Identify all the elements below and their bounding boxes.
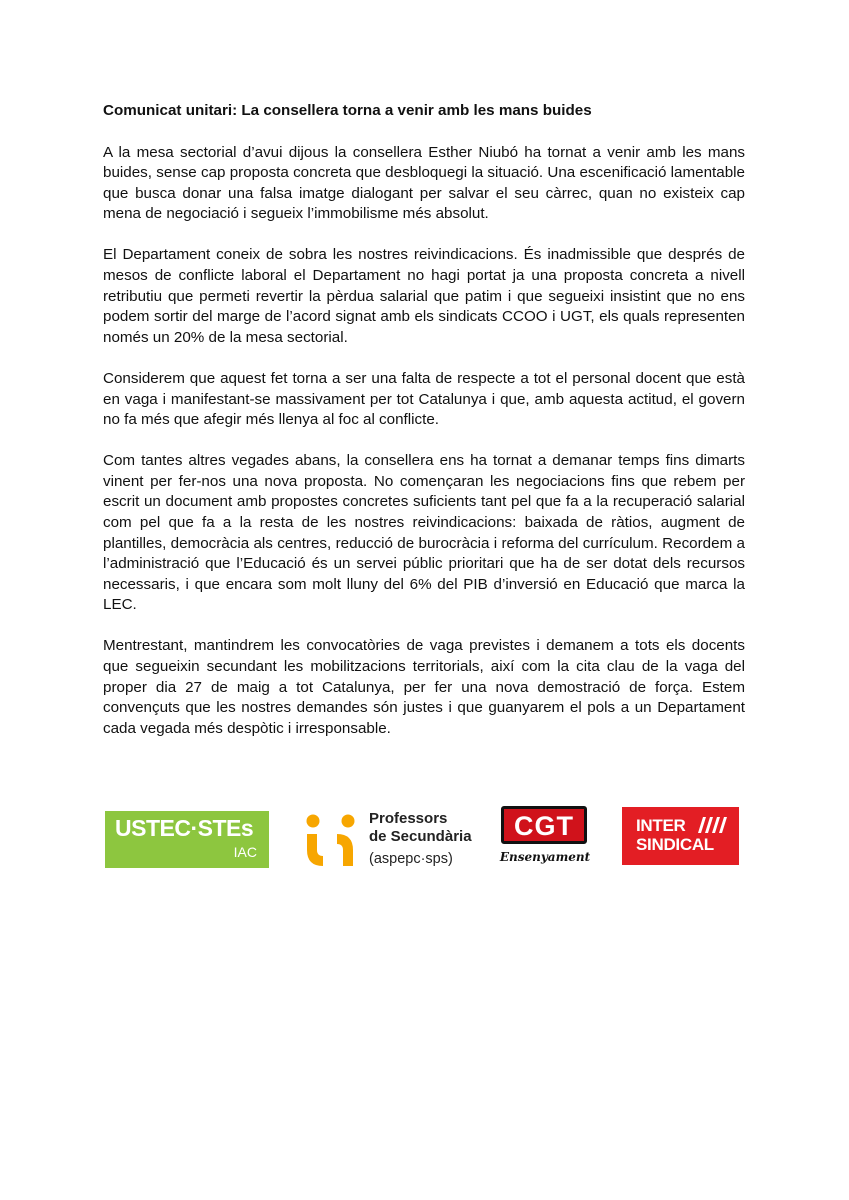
cgt-ensenyament-logo (498, 804, 592, 874)
paragraph-5: Mentrestant, mantindrem les convocatòries de vaga previstes i demanem a tots els docents que segueixin secundant les mobilitzacions territorials, així com la cita clau de la vaga del proper dia 27 de maig a tot Catalunya, per fer una nova demostració de força. Estem convençuts que les nostres demandes són justes i que guanyarem el pols a un Departament cada vegada més despòtic i irresponsable. (103, 637, 745, 737)
professors-secundaria-logo (303, 808, 483, 870)
professors-logo-line3: (aspepc·sps) (369, 851, 453, 867)
intersindical-logo (622, 807, 739, 865)
intersindical-logo-line1: INTER (636, 816, 686, 835)
paragraph-1: A la mesa sectorial d’avui dijous la consellera Esther Niubó ha tornat a venir amb les mans buides, sense cap proposta concreta que desbloquegi la situació. Una escenificació lamentable que busca donar una falsa imatge dialogant per salvar el seu càrrec, quan no existeix cap mena de negociació i segueix l’immobilisme més absolut. (103, 143, 745, 223)
ustec-logo-sub: IAC (233, 844, 257, 860)
cgt-logo-name: CGT (514, 811, 574, 841)
ustec-stes-logo (105, 811, 269, 868)
paragraph-2: El Departament coneix de sobra les nostres reivindicacions. És inadmissible que després de mesos de conflicte laboral el Departament no hagi portat ja una proposta concreta a nivell retributiu que permeti revertir la pèrdua salarial que patim i que segueixi insistint que no ens podem sortir del marge de l’acord signat amb els sindicats CCOO i UGT, els quals representen només un 20% de la mesa sectorial. (103, 246, 745, 346)
cgt-logo-sub: Ensenyament (499, 850, 591, 864)
ustec-logo-name: USTEC·STEs (115, 815, 254, 841)
document-body (103, 101, 745, 760)
professors-mark-icon (303, 812, 357, 870)
professors-logo-line2: de Secundària (369, 828, 472, 845)
union-logos (0, 802, 849, 874)
intersindical-stripes-icon (694, 817, 728, 833)
paragraph-4: Com tantes altres vegades abans, la consellera ens ha tornat a demanar temps fins dimarts vinent per fer-nos una nova proposta. No començaran les negociacions fins que rebem per escrit un document amb propostes concretes suficients tant pel que fa a la recuperació salarial com pel que fa a la resta de les nostres reivindicacions: baixada de ràtios, augment de plantilles, democràcia als centres, reducció de burocràcia i reforma del currículum. Recordem a l’administració que l’Educació és un servei públic prioritari que ha de ser dotat dels recursos necessaris, i que encara som molt lluny del 6% del PIB d’inversió en Educació que marca la LEC. (103, 452, 745, 614)
professors-logo-line1: Professors (369, 810, 448, 827)
intersindical-logo-line2: SINDICAL (636, 835, 714, 854)
cgt-logo-box (501, 806, 587, 844)
paragraph-3: Considerem que aquest fet torna a ser una falta de respecte a tot el personal docent que està en vaga i manifestant-se massivament per tot Catalunya i que, amb aquesta actitud, el govern no fa més que afegir més llenya al foc al conflicte. (103, 369, 745, 429)
document-title: Comunicat unitari: La consellera torna a venir amb les mans buides (103, 102, 592, 119)
